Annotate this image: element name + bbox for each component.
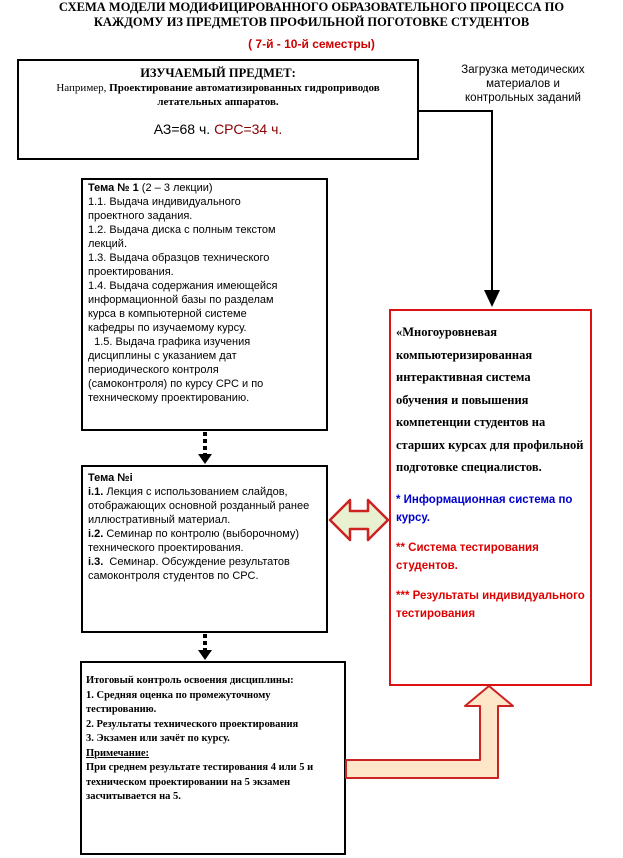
topic-1-line: курса в компьютерной системе [88, 308, 247, 320]
feedback-arrow-icon [346, 686, 513, 778]
topic-1-line: 1.3. Выдача образцов технического [88, 252, 270, 264]
note-label: Примечание: [86, 747, 150, 759]
system-description: «Многоуровневая компьютеризированная интерактивная система обучения и повышения компетенции студентов на старших курсах для профильной подготовке специалистов. [396, 325, 584, 474]
final-control-item: 2. Результаты технического проектирования [86, 718, 299, 730]
topic-1-line: проектного задания. [88, 210, 193, 222]
topic-1-title: Тема № 1 [88, 182, 139, 194]
load-connector-line [419, 111, 492, 295]
item-text: Семинар по контролю (выборочному) технического проектирования. [88, 528, 300, 554]
topic-1-line: 1.1. Выдача индивидуального [88, 196, 241, 208]
final-control-heading: Итоговый контроль освоения дисциплины: [86, 675, 294, 686]
down-arrow-1-icon [198, 454, 212, 464]
topic-i-title: Тема №i [88, 472, 133, 484]
down-arrow-2-icon [198, 650, 212, 660]
hours-az: АЗ=68 ч. [153, 121, 215, 137]
topic-1-line: кафедры по изучаемому курсу. [88, 322, 247, 334]
semesters-label: ( 7-й - 10-й семестры) [248, 37, 375, 51]
topic-1-line: техническому проектированию. [88, 392, 250, 404]
item-number: i.1. [88, 486, 104, 498]
double-arrow-icon [330, 500, 388, 540]
load-line-2: материалов и [486, 78, 560, 90]
note-text: При среднем результате тестирования 4 или 5 и техническом проектировании на 5 экзамен засчитывается на 5. [86, 762, 314, 802]
topic-1-line: проектирования. [88, 266, 174, 278]
load-line-3: контрольных заданий [465, 92, 581, 104]
title-line-1: СХЕМА МОДЕЛИ МОДИФИЦИРОВАННОГО ОБРАЗОВАТЕЛЬНОГО ПРОЦЕССА ПО [58, 0, 565, 14]
hours-srs: СРС=34 ч. [214, 121, 283, 137]
final-control-item: 3. Экзамен или зачёт по курсу. [86, 733, 230, 744]
topic-1-line: информационной базы по разделам [88, 294, 274, 306]
final-control-item: 1. Средняя оценка по промежуточному тестированию. [86, 689, 271, 715]
topic-1-line: дисциплины с указанием дат [88, 350, 237, 362]
topic-1-note: (2 – 3 лекции) [138, 182, 213, 194]
topic-1-line: 1.4. Выдача содержания имеющейся [88, 280, 278, 292]
topic-1-line: (самоконтроля) по курсу СРС и по [88, 378, 264, 390]
example-prefix: Например, [56, 82, 110, 94]
item-number: i.2. [88, 528, 104, 540]
testing-system-item: ** Система тестирования студентов. [396, 541, 539, 572]
item-text: Лекция с использованием слайдов, отображающих основной розданный ранее иллюстративный материал. [88, 486, 310, 526]
info-system-item: * Информационная система по курсу. [396, 493, 573, 524]
load-line-1: Загрузка методических [461, 64, 585, 76]
subject-heading: ИЗУЧАЕМЫЙ ПРЕДМЕТ: [140, 66, 296, 80]
topic-1-line: 1.2. Выдача диска с полным текстом [88, 224, 276, 236]
load-arrow-head-icon [484, 290, 500, 307]
example-subject: Проектирование автоматизированных гидроприводов летательных аппаратов. [109, 82, 380, 108]
topic-1-line: лекций. [88, 238, 127, 250]
topic-1-line: 1.5. Выдача графика изучения [88, 336, 251, 348]
test-results-item: *** Результаты индивидуального тестирования [396, 589, 585, 620]
item-text: Семинар. Обсуждение результатов самоконтроля студентов по СРС. [88, 556, 293, 582]
topic-1-line: периодического контроля [88, 364, 219, 376]
item-number: i.3. [88, 556, 104, 568]
title-line-2: КАЖДОМУ ИЗ ПРЕДМЕТОВ ПРОФИЛЬНОЙ ПОГОТОВКЕ СТУДЕНТОВ [93, 15, 530, 29]
